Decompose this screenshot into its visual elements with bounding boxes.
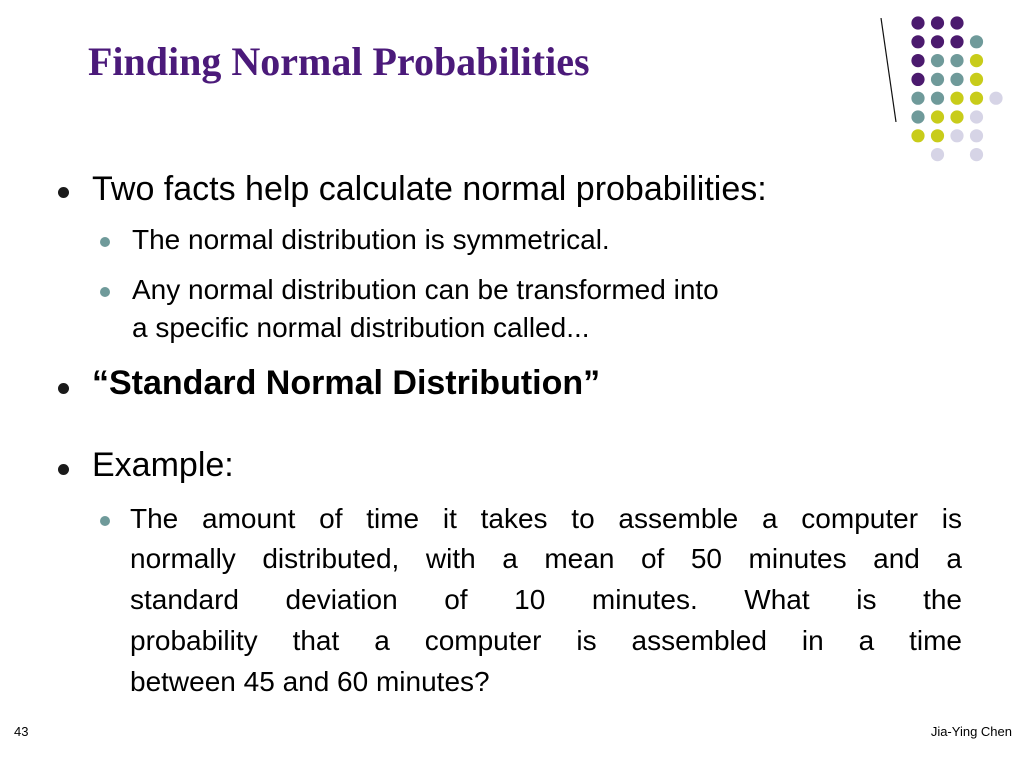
- example-line: between 45 and 60 minutes?: [130, 666, 490, 697]
- bullet-3-text: Example:: [92, 446, 234, 484]
- slide-title: Finding Normal Probabilities: [88, 39, 590, 84]
- dot-grid-icon: [0, 0, 1024, 170]
- bullet-1-text: Two facts help calculate normal probabilities:: [92, 170, 767, 208]
- example-line: The amount of time it takes to assemble a computer is: [130, 503, 962, 534]
- decorative-dot: [970, 110, 983, 123]
- decorative-dot: [911, 16, 924, 29]
- decorative-dot: [931, 148, 944, 161]
- decorative-dot: [950, 129, 963, 142]
- decorative-dot: [911, 54, 924, 67]
- decorative-dot: [950, 54, 963, 67]
- decorative-dot: [911, 110, 924, 123]
- example-line: normally distributed, with a mean of 50 minutes and a: [130, 543, 962, 574]
- decorative-dot: [931, 92, 944, 105]
- bullet-2-text: “Standard Normal Distribution”: [92, 364, 601, 402]
- footer-author: Jia-Ying Chen: [930, 724, 1012, 739]
- decorative-dot: [970, 148, 983, 161]
- decorative-dot: [950, 92, 963, 105]
- decorative-dot: [931, 110, 944, 123]
- subbullet-2-text: Any normal distribution can be transformed into: [132, 274, 719, 305]
- decorative-dot: [970, 73, 983, 86]
- decorative-dot: [970, 54, 983, 67]
- decorative-dot: [931, 16, 944, 29]
- decorative-dot: [950, 16, 963, 29]
- bullet-marker: [58, 464, 69, 475]
- decorative-dot: [911, 92, 924, 105]
- example-line: probability that a computer is assembled in a time: [130, 625, 962, 656]
- decorative-line: [880, 18, 898, 122]
- decorative-dot: [931, 73, 944, 86]
- decorative-dot: [950, 35, 963, 48]
- subbullet-marker: [100, 237, 110, 247]
- decorative-dot: [911, 35, 924, 48]
- subbullet-1-text: The normal distribution is symmetrical.: [132, 224, 610, 255]
- slide-number: 43: [14, 724, 29, 739]
- subbullet-marker: [100, 287, 110, 297]
- decorative-dot: [931, 35, 944, 48]
- bullet-marker: [58, 187, 69, 198]
- decorative-dot: [970, 129, 983, 142]
- decorative-dot: [970, 92, 983, 105]
- subbullet-marker: [100, 516, 110, 526]
- decorative-dot: [911, 129, 924, 142]
- decorative-dot: [931, 54, 944, 67]
- decorative-dot: [911, 73, 924, 86]
- subbullet-2-continuation: a specific normal distribution called...: [132, 312, 590, 343]
- decorative-dot: [950, 73, 963, 86]
- decorative-dot: [970, 35, 983, 48]
- decorative-dot: [989, 92, 1002, 105]
- decorative-dot: [950, 110, 963, 123]
- decorative-dot: [931, 129, 944, 142]
- example-line: standard deviation of 10 minutes. What is the: [130, 584, 962, 615]
- bullet-marker: [58, 383, 69, 394]
